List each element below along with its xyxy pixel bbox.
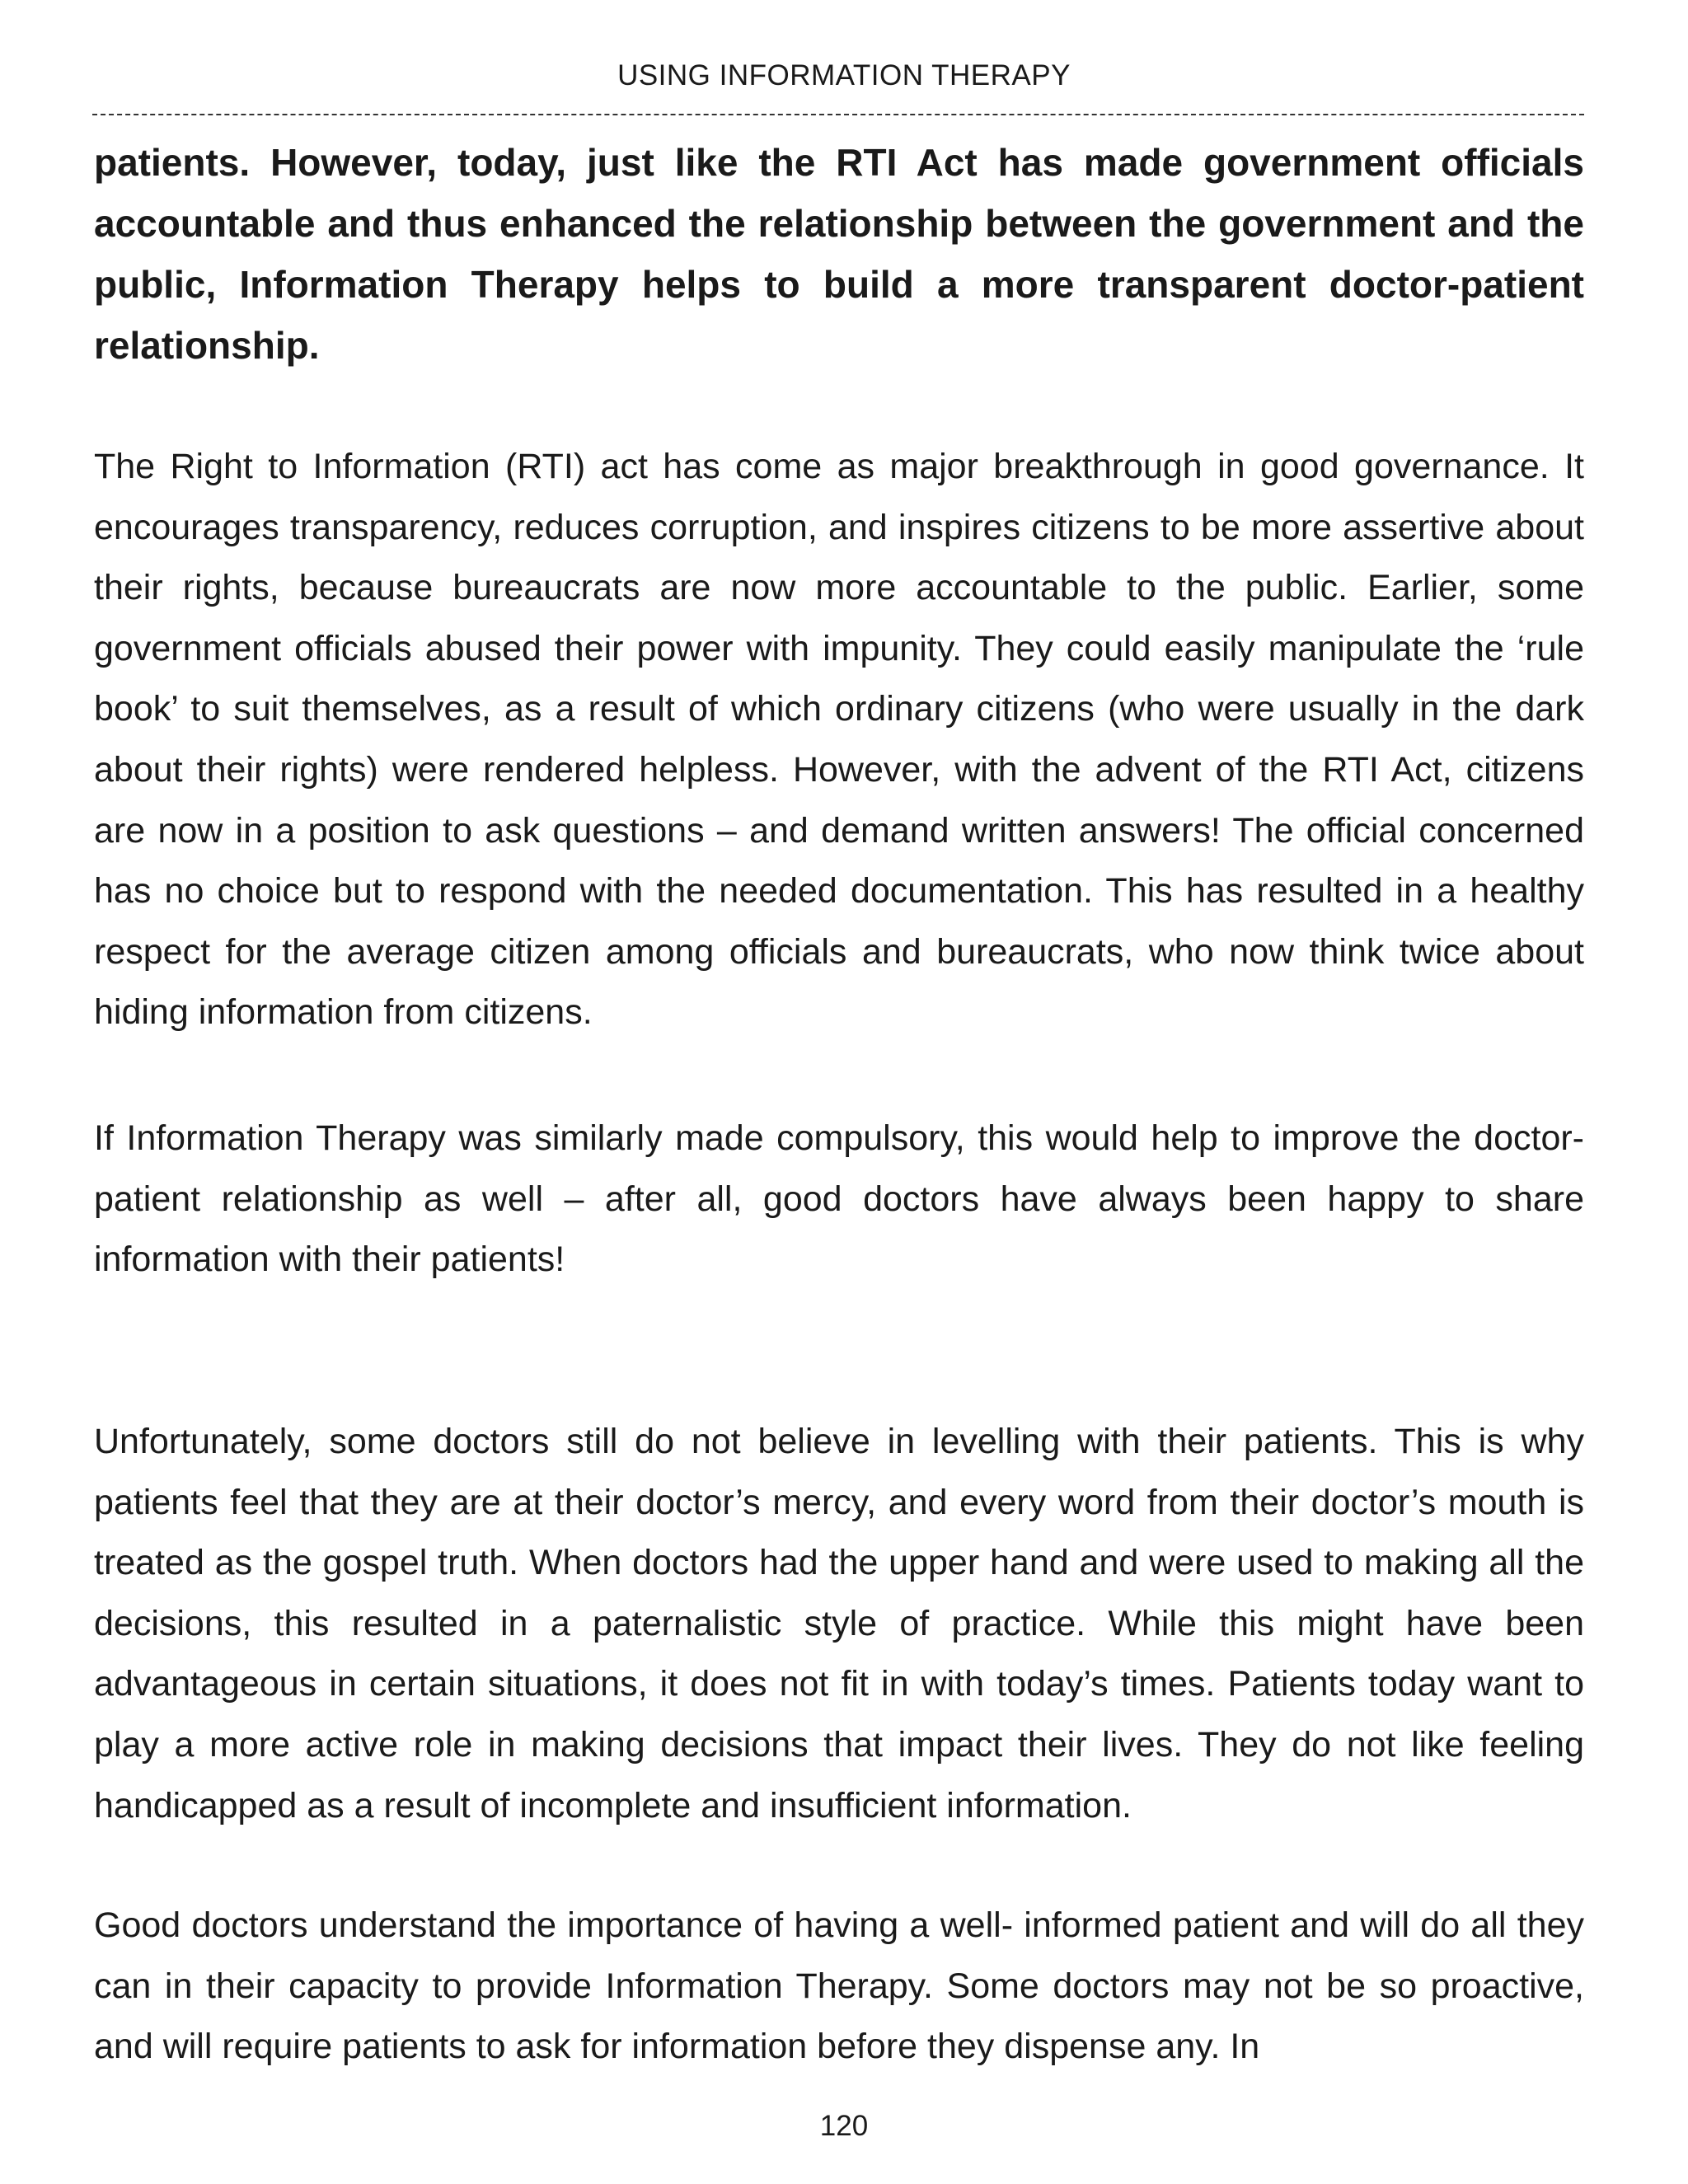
body-paragraph-paternalistic: Unfortunately, some doctors still do not believe in levelling with their patients. This is why patients feel that they are at their doctor’s mercy, and every word from their doctor’s mouth is treated as the gospel truth. When doctors had the upper hand and were used to making all the decisions, this resulted in a paternalistic style of practice. While this might have been advantageous in certain situations, it does not fit in with today’s times. Patients today want to play a more active role in making decisions that impact their lives. They do not like feeling handicapped as a result of incomplete and insufficient information. xyxy=(94,1422,1584,1825)
running-header: USING INFORMATION THERAPY xyxy=(617,59,1071,91)
body-paragraph-good-doctors: Good doctors understand the importance of having a well- informed patient and will do all they can in their capacity to provide Information Therapy. Some doctors may not be so proactive, and will require patients to ask for information before they dispense any. In xyxy=(94,1905,1584,2067)
body-paragraph-compulsory: If Information Therapy was similarly made compulsory, this would help to improve the doctor-patient relationship as well – after all, good doctors have always been happy to share information with their patients! xyxy=(94,1118,1584,1280)
lead-paragraph: patients. However, today, just like the RTI Act has made government officials accountable and thus enhanced the relationship between the government and the public, Information Therapy helps to build a more transparent doctor-patient relationship. xyxy=(94,141,1584,367)
header-divider xyxy=(92,114,1584,115)
body-paragraph-rti-act: The Right to Information (RTI) act has come as major breakthrough in good governance. It encourages transparency, reduces corruption, and inspires citizens to be more assertive about their rights, because bureaucrats are now more accountable to the public. Earlier, some government officials abused their power with impunity. They could easily manipulate the ‘rule book’ to suit themselves, as a result of which ordinary citizens (who were usually in the dark about their rights) were rendered helpless. However, with the advent of the RTI Act, citizens are now in a position to ask questions – and demand written answers! The official concerned has no choice but to respond with the needed documentation. This has resulted in a healthy respect for the average citizen among officials and bureaucrats, who now think twice about hiding information from citizens. xyxy=(94,447,1584,1033)
page-number: 120 xyxy=(819,2110,869,2142)
